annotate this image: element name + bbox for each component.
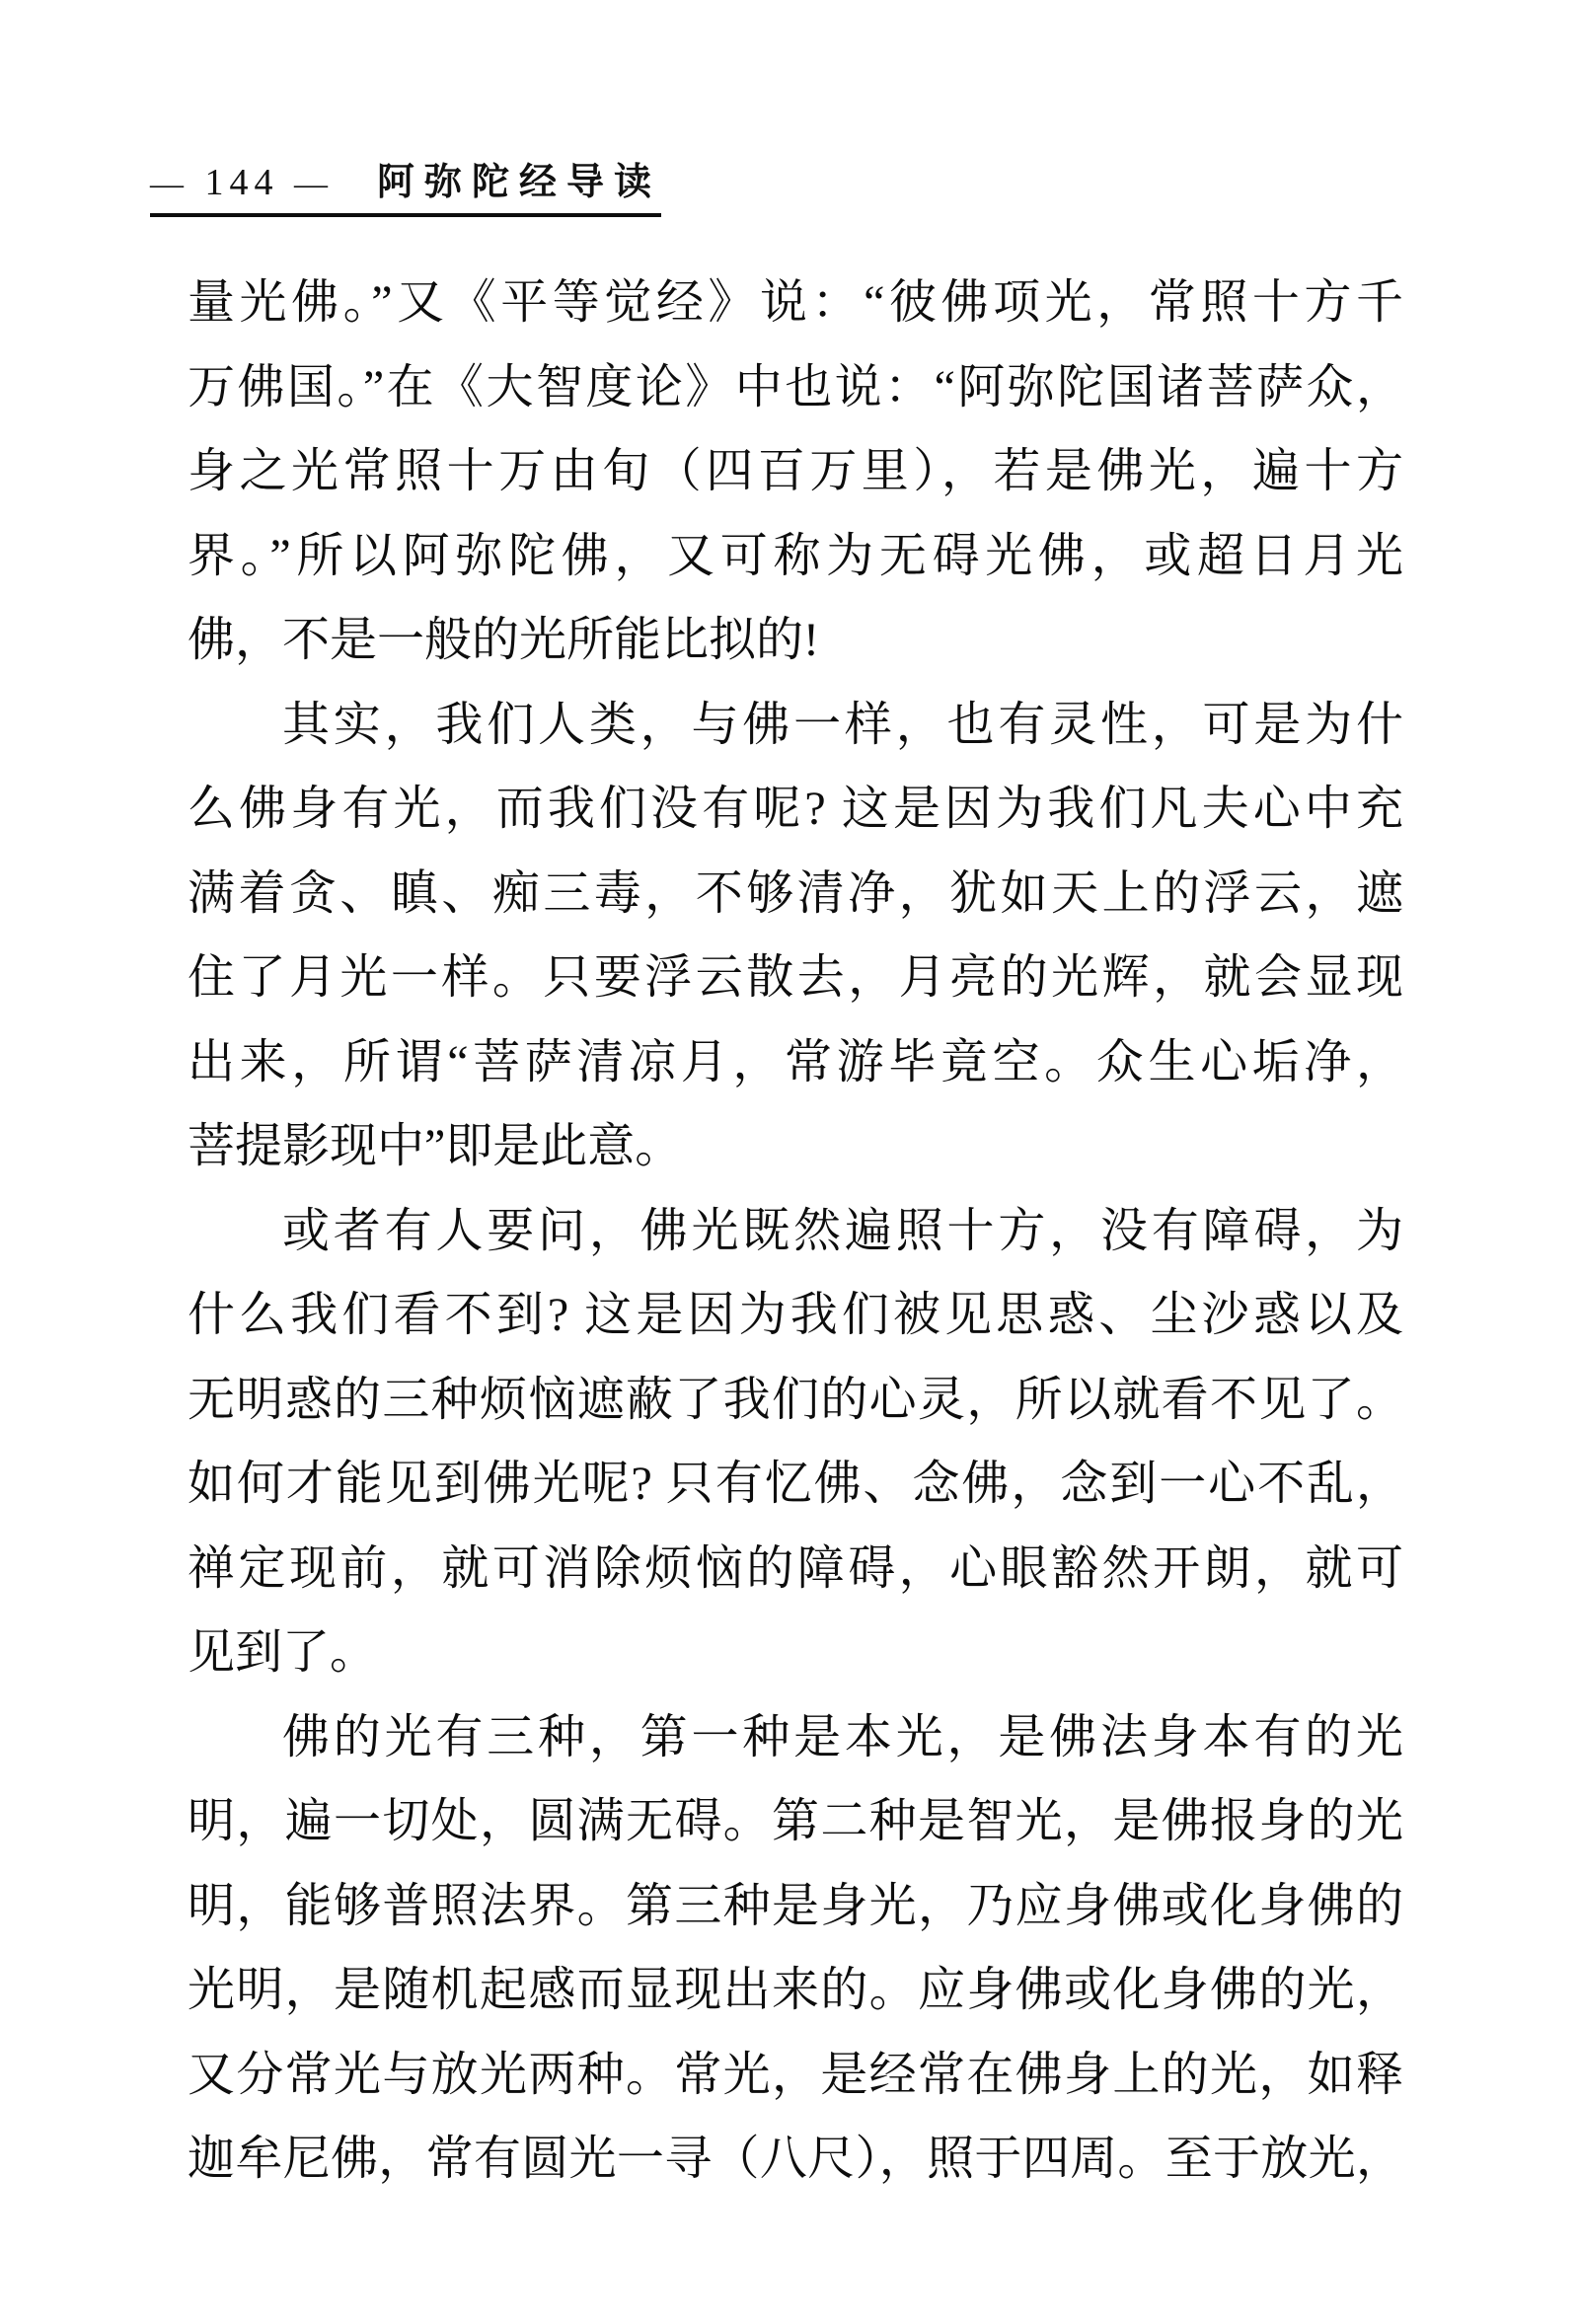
text-line: 满着贪、瞋、痴三毒，不够清净，犹如天上的浮云，遮 <box>188 866 1403 920</box>
body-text <box>188 261 1403 2202</box>
text-line: 明，遍一切处，圆满无碍。第二种是智光，是佛报身的光 <box>188 1795 1403 1847</box>
text-line: 见到了。 <box>188 1626 378 1679</box>
text-line: 无明惑的三种烦恼遮蔽了我们的心灵，所以就看不见了。 <box>188 1373 1403 1426</box>
text-line: 迦牟尼佛，常有圆光一寻（八尺），照于四周。至于放光， <box>188 2133 1403 2185</box>
text-line: 佛，不是一般的光所能比拟的! <box>188 614 819 666</box>
folio-group <box>150 162 334 203</box>
left-dash: — <box>150 166 189 202</box>
text-line: 或者有人要问，佛光既然遍照十方，没有障碍，为 <box>282 1204 1403 1257</box>
text-line: 禅定现前，就可消除烦恼的障碍，心眼豁然开朗，就可 <box>188 1541 1403 1595</box>
text-line: 出来，所谓“菩萨清凉月，常游毕竟空。众生心垢净， <box>188 1035 1403 1088</box>
text-line: 什么我们看不到? 这是因为我们被见思惑、尘沙惑以及 <box>188 1289 1403 1341</box>
text-line: 菩提影现中”即是此意。 <box>188 1120 683 1172</box>
page-header <box>150 162 661 217</box>
text-line: 如何才能见到佛光呢? 只有忆佛、念佛，念到一心不乱， <box>188 1458 1403 1510</box>
text-line: 佛的光有三种，第一种是本光，是佛法身本有的光 <box>282 1710 1403 1763</box>
text-line: 界。”所以阿弥陀佛，又可称为无碍光佛，或超日月光 <box>188 529 1403 582</box>
text-line: 又分常光与放光两种。常光，是经常在佛身上的光，如释 <box>188 2048 1403 2101</box>
text-line: 明，能够普照法界。第三种是身光，乃应身佛或化身佛的 <box>188 1879 1403 1932</box>
text-line: 身之光常照十万由旬（四百万里），若是佛光，遍十方 <box>188 445 1403 497</box>
text-line: 光明，是随机起感而显现出来的。应身佛或化身佛的光， <box>188 1964 1403 2016</box>
running-title: 阿弥陀经导读 <box>377 162 662 203</box>
page-number: 144 <box>204 162 279 203</box>
text-line: 住了月光一样。只要浮云散去，月亮的光辉，就会显现 <box>188 951 1403 1004</box>
text-line: 量光佛。”又《平等觉经》说：“彼佛项光，常照十方千 <box>188 276 1403 329</box>
text-line: 么佛身有光，而我们没有呢? 这是因为我们凡夫心中充 <box>188 783 1403 835</box>
text-line: 万佛国。”在《大智度论》中也说：“阿弥陀国诸菩萨众， <box>188 360 1403 413</box>
right-dash: — <box>294 166 334 202</box>
text-line: 其实，我们人类，与佛一样，也有灵性，可是为什 <box>282 698 1403 751</box>
